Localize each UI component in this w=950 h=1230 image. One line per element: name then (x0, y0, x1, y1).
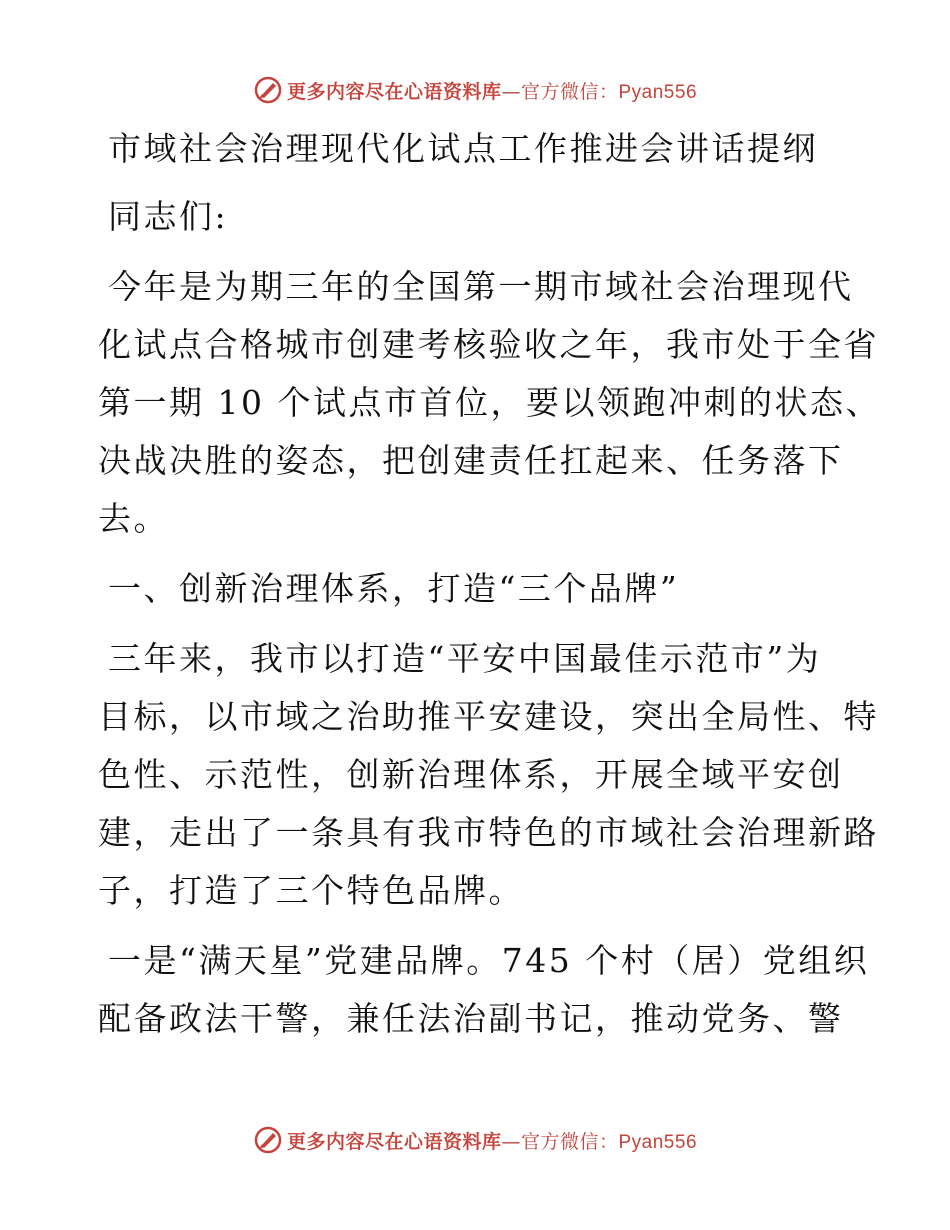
watermark-site-name: 更多内容尽在心语资料库 (286, 1130, 502, 1153)
watermark-wechat-id: Pyan556 (618, 81, 698, 103)
watermark-separator: — (501, 1130, 521, 1153)
paragraph-line: 第一期 10 个试点市首位，要以领跑冲刺的状态、 (98, 383, 881, 422)
watermark-text (287, 77, 697, 104)
paragraph-line: 建，走出了一条具有我市特色的市域社会治理新路 (98, 813, 879, 852)
watermark-wechat-label: 官方微信： (520, 80, 619, 103)
footer-watermark-banner (0, 1120, 950, 1160)
paragraph-achievements (98, 630, 879, 920)
paragraph-line: 去。 (98, 499, 169, 538)
watermark-wechat-id: Pyan556 (618, 1131, 698, 1153)
paragraph-line: 三年来，我市以打造“平安中国最佳示范市”为 (108, 639, 822, 678)
paragraph-line: 化试点合格城市创建考核验收之年，我市处于全省 (98, 325, 879, 364)
paragraph-line: 色性、示范性，创新治理体系，开展全域平安创 (98, 755, 844, 794)
watermark-text (287, 1127, 697, 1154)
paragraph-line: 目标，以市域之治助推平安建设，突出全局性、特 (98, 697, 879, 736)
document-body (98, 120, 881, 1048)
document-title: 市域社会治理现代化试点工作推进会讲话提纲 (108, 129, 818, 168)
header-watermark-banner (0, 70, 950, 110)
paragraph-line: 决战决胜的姿态，把创建责任扛起来、任务落下 (98, 441, 844, 480)
paragraph-line: 一是“满天星”党建品牌。745 个村（居）党组织 (108, 941, 870, 980)
salutation: 同志们: (108, 197, 229, 236)
paragraph-line: 今年是为期三年的全国第一期市域社会治理现代 (108, 267, 854, 306)
logo-icon (253, 1125, 283, 1155)
logo-icon (253, 75, 283, 105)
paragraph-intro (98, 258, 881, 548)
paragraph-line: 子，打造了三个特色品牌。 (98, 871, 524, 910)
watermark-separator: — (501, 80, 521, 103)
watermark-site-name: 更多内容尽在心语资料库 (286, 80, 502, 103)
watermark-wechat-label: 官方微信： (520, 1130, 619, 1153)
section-heading: 一、创新治理体系，打造“三个品牌” (108, 569, 680, 608)
paragraph-line: 配备政法干警，兼任法治副书记，推动党务、警 (98, 999, 844, 1038)
paragraph-brand-one (98, 932, 870, 1048)
